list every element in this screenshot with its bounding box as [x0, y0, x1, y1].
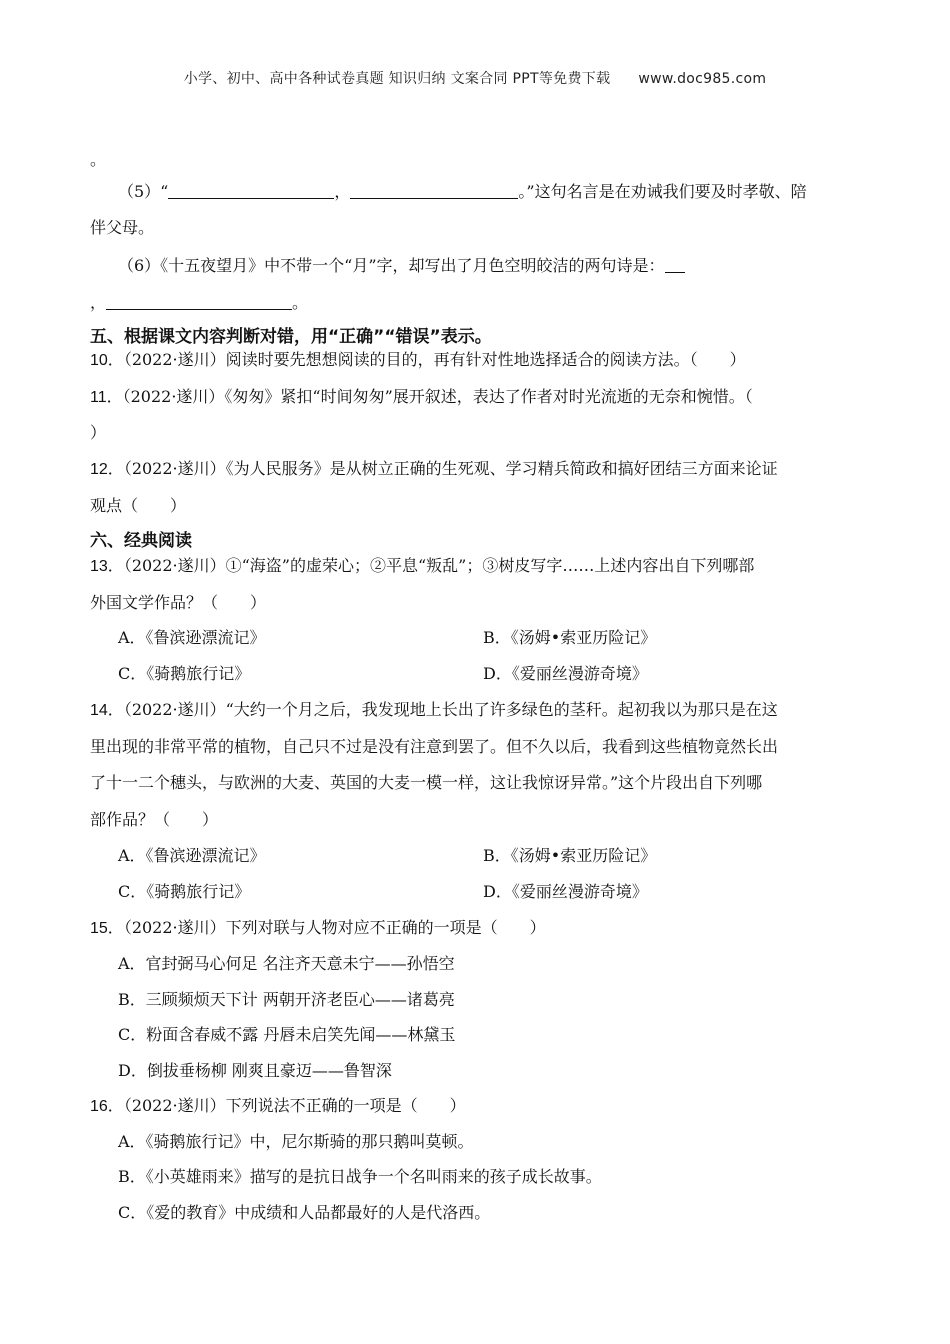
question-12-cont: 观点（ ）	[90, 496, 187, 515]
question-15: 15．（2022·遂川）下列对联与人物对应不正确的一项是（ ）	[90, 918, 546, 937]
answer-blank[interactable]	[106, 293, 292, 310]
header-text: 小学、初中、高中各种试卷真题 知识归纳 文案合同 PPT等免费下载	[183, 71, 611, 87]
question-5: （5）“ ， 。”这句名言是在劝诫我们要及时孝敬、陪	[118, 182, 807, 201]
section-5-title: 五、根据课文内容判断对错，用“正确”“错误”表示。	[90, 327, 492, 347]
option-c[interactable]: C．《骑鹅旅行记》	[118, 664, 251, 683]
question-12: 12．（2022·遂川）《为人民服务》是从树立正确的生死观、学习精兵简政和搞好团结三方面来论证	[90, 459, 778, 478]
section-6-title: 六、经典阅读	[90, 531, 192, 551]
question-5-cont: 伴父母。	[90, 218, 155, 237]
answer-blank[interactable]	[168, 182, 334, 199]
question-6-cont: ， 。	[90, 293, 309, 312]
question-13: 13．（2022·遂川）①“海盗”的虚荣心；②平息“叛乱”；③树皮写字……上述内容出自下列哪部	[90, 556, 755, 575]
option-c[interactable]: C．《骑鹅旅行记》	[118, 882, 251, 901]
option-c[interactable]: C．粉面含春威不露 丹唇未启笑先闻——林黛玉	[118, 1025, 456, 1044]
page-header	[0, 68, 950, 88]
option-a[interactable]: A．《鲁滨逊漂流记》	[118, 628, 266, 647]
question-14-line: 了十一二个穗头，与欧洲的大麦、英国的大麦一模一样，这让我惊讶异常。”这个片段出自下列哪	[90, 773, 763, 792]
header-url[interactable]: www.doc985.com	[638, 71, 767, 87]
option-d[interactable]: D．《爱丽丝漫游奇境》	[483, 882, 648, 901]
question-11-cont: ）	[90, 423, 107, 442]
option-c[interactable]: C．《爱的教育》中成绩和人品都最好的人是代洛西。	[118, 1203, 491, 1222]
question-16: 16．（2022·遂川）下列说法不正确的一项是（ ）	[90, 1096, 466, 1115]
stray-period: 。	[90, 150, 107, 169]
question-6: （6）《十五夜望月》中不带一个“月”字，却写出了月色空明皎洁的两句诗是：	[118, 256, 685, 276]
option-a[interactable]: A．《鲁滨逊漂流记》	[118, 846, 266, 865]
option-d[interactable]: D．《爱丽丝漫游奇境》	[483, 664, 648, 683]
question-11: 11．（2022·遂川）《匆匆》紧扣“时间匆匆”展开叙述，表达了作者对时光流逝的无奈和惋惜。（	[90, 387, 753, 406]
question-14-line: 里出现的非常平常的植物，自己只不过是没有注意到罢了。但不久以后，我看到这些植物竟然长出	[90, 737, 779, 756]
option-b[interactable]: B．《汤姆•索亚历险记》	[483, 628, 657, 647]
option-a[interactable]: A．官封弼马心何足 名注齐天意未宁——孙悟空	[118, 954, 455, 973]
answer-blank[interactable]	[665, 256, 685, 273]
answer-blank[interactable]	[350, 182, 518, 199]
question-14-line: 部作品？（ ）	[90, 810, 219, 829]
question-10: 10．（2022·遂川）阅读时要先想想阅读的目的，再有针对性地选择适合的阅读方法。（ ）	[90, 350, 746, 369]
question-13-cont: 外国文学作品？（ ）	[90, 593, 267, 612]
option-b[interactable]: B．三顾频烦天下计 两朝开济老臣心——诸葛亮	[118, 990, 455, 1009]
option-d[interactable]: D．倒拔垂杨柳 刚爽且豪迈——鲁智深	[118, 1061, 392, 1080]
option-b[interactable]: B．《汤姆•索亚历险记》	[483, 846, 657, 865]
option-a[interactable]: A．《骑鹅旅行记》中，尼尔斯骑的那只鹅叫莫顿。	[118, 1132, 474, 1151]
question-14: 14．（2022·遂川）“大约一个月之后，我发现地上长出了许多绿色的茎秆。起初我以为那只是在这	[90, 700, 778, 719]
option-b[interactable]: B．《小英雄雨来》描写的是抗日战争一个名叫雨来的孩子成长故事。	[118, 1167, 602, 1186]
